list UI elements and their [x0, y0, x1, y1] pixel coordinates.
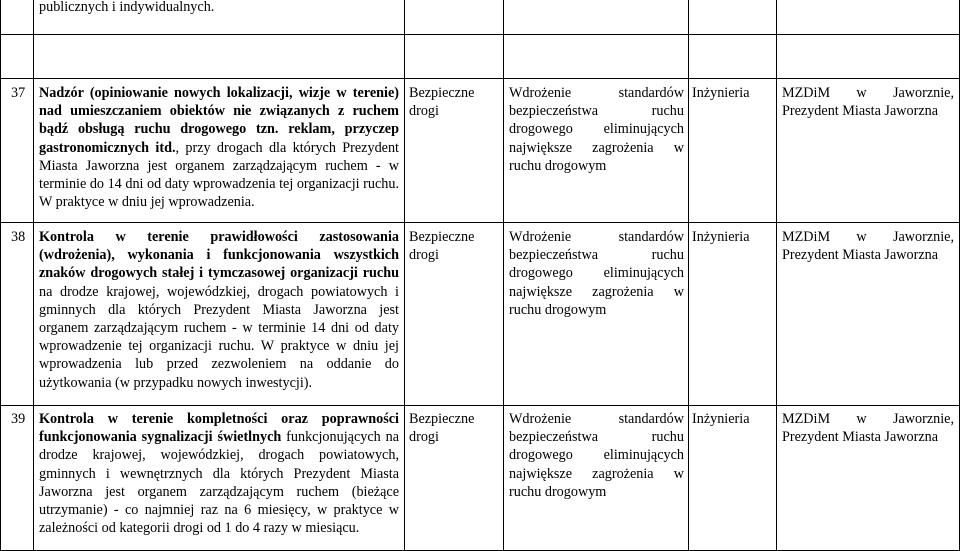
row-goal: Wdrożenie standardów bezpieczeństwa ruchu drogowego eliminujących największe zagrożenia w ruchu drogowym [509, 85, 684, 174]
row-description: Nadzór (opiniowanie nowych lokalizacji, wizje w terenie) nad umieszczaniem obiektów nie związanych z ruchem bądź obsługą ruchu drogowego tzn. reklam, przyczep gastronomicznych itd., przy drogach dla których Prezydent Miasta Jaworzna jest organem zarządzającym ruchem - w terminie do 14 dni od daty wprowadzenia tej organizacji ruchu. W praktyce w dniu jej wprowadzenia. [39, 85, 399, 211]
column-divider [776, 0, 777, 551]
row-divider [0, 222, 960, 223]
row-goal: Wdrożenie standardów bezpieczeństwa ruchu drogowego eliminujących największe zagrożenia w ruchu drogowym [509, 229, 684, 318]
row-divider [0, 405, 960, 406]
row-area: Bezpieczne drogi [409, 229, 475, 264]
row-area: Bezpieczne drogi [409, 85, 475, 120]
column-divider [503, 0, 504, 551]
column-divider [33, 0, 34, 551]
table-border-left [0, 0, 1, 551]
row-pillar: Inżynieria [692, 411, 750, 427]
previous-row-description-tail: publicznych i indywidualnych. [39, 0, 215, 15]
row-divider [0, 34, 960, 35]
column-divider [404, 0, 405, 551]
column-divider [688, 0, 689, 551]
row-responsible: MZDiM w Jaworznie, Prezydent Miasta Jaworzna [782, 229, 954, 264]
row-responsible: MZDiM w Jaworznie, Prezydent Miasta Jaworzna [782, 85, 954, 120]
row-number: 37 [11, 85, 26, 101]
row-responsible: MZDiM w Jaworznie, Prezydent Miasta Jaworzna [782, 411, 954, 446]
row-area: Bezpieczne drogi [409, 411, 475, 446]
row-goal: Wdrożenie standardów bezpieczeństwa ruchu drogowego eliminujących największe zagrożenia w ruchu drogowym [509, 411, 684, 500]
row-number: 38 [11, 229, 26, 245]
row-description: Kontrola w terenie kompletności oraz poprawności funkcjonowania sygnalizacji świetlnych funkcjonujących na drodze krajowej, wojewódzkiej, drogach powiatowych, gminnych i wewnętrznych dla których Prezydent Miasta Jaworzna jest organem zarządzającym ruchem (bieżące utrzymanie) - co najmniej raz na 6 miesięcy, w praktyce w zależności od kategorii drogi od 1 do 4 razy w miesiącu. [39, 411, 399, 537]
row-number: 39 [11, 411, 26, 427]
row-pillar: Inżynieria [692, 85, 750, 101]
row-pillar: Inżynieria [692, 229, 750, 245]
row-description: Kontrola w terenie prawidłowości zastosowania (wdrożenia), wykonania i funkcjonowania wszystkich znaków drogowych stałej i tymczasowej organizacji ruchu na drodze krajowej, wojewódzkiej, drogach powiatowych i gminnych dla których Prezydent Miasta Jaworzna jest organem zarządzającym ruchem - w terminie 14 dni od daty wprowadzenie tej organizacji ruchu. W praktyce w dniu jej wprowadzenia lub przed zezwoleniem na oddanie do użytkowania (w przypadku nowych inwestycji). [39, 229, 399, 391]
row-divider [0, 78, 960, 79]
